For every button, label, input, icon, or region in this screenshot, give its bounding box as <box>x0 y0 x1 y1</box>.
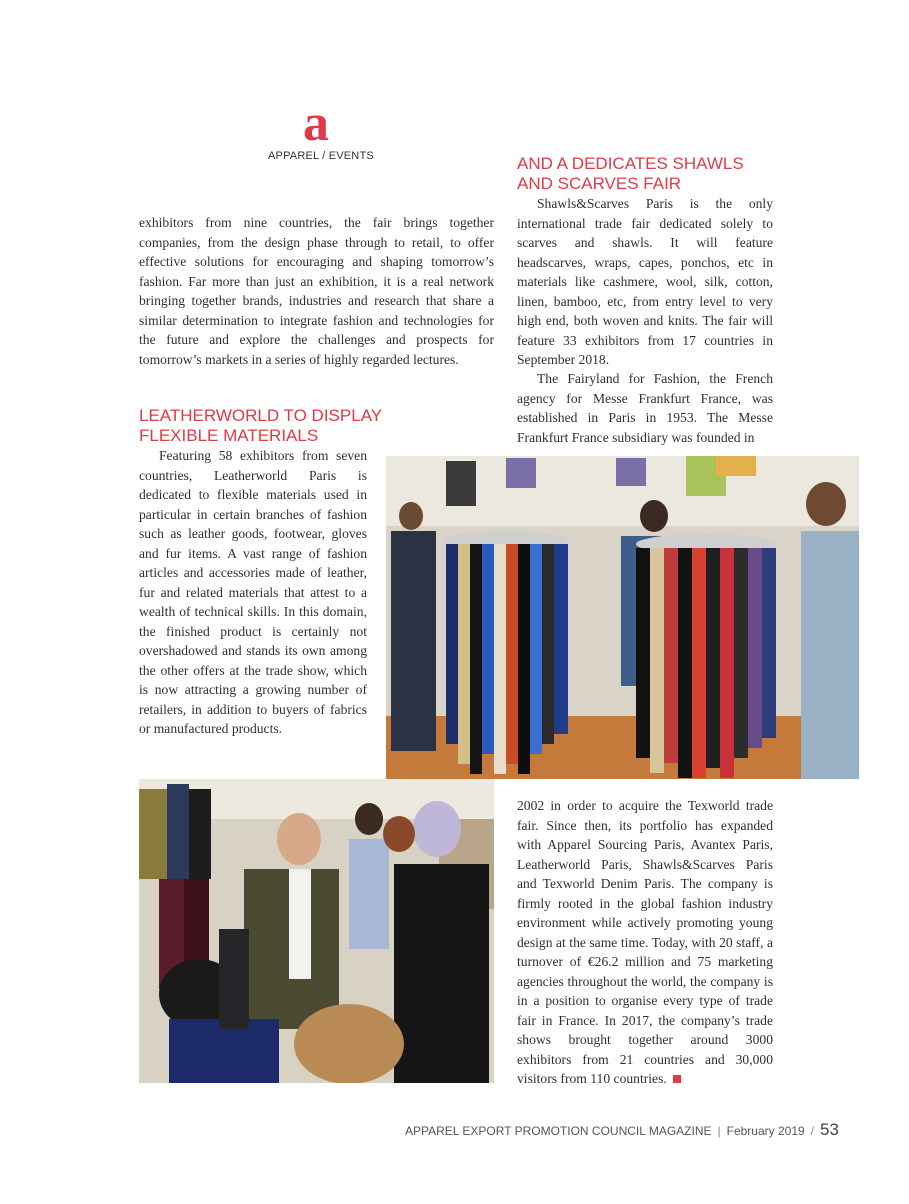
end-mark <box>673 1075 681 1083</box>
footer-date: February 2019 <box>726 1124 805 1138</box>
footer-slash: / <box>810 1124 815 1138</box>
page-footer <box>405 1120 839 1140</box>
continued-paragraph-text: 2002 in order to acquire the Texworld trade fair. Since then, its portfolio has expanded with Apparel Sourcing Paris, Avantex Paris, Leatherworld Paris, Shawls&Scarves Paris and Texworld Denim Paris. The company is firmly rooted in the global fashion industry environment while actively promoting young design at the same time. Today, with 20 staff, a turnover of €26.2 million and 75 marketing agencies throughout the world, the company is in a position to organise every type of trade fair in France. In 2017, the company’s trade shows brought together around 3000 exhibitors from 21 countries and 30,000 visitors from 110 countries. <box>517 798 773 1086</box>
shawls-paragraph: Shawls&Scarves Paris is the only international trade fair dedicated solely to scarves and shawls. It will feature headscarves, wraps, capes, ponchos, etc in materials like cashmere, wool, silk, cotton, linen, bamboo, etc, from entry level to very high end, both woven and knits. The fair will feature 33 exhibitors from 17 countries in September 2018. <box>517 196 773 367</box>
fairyland-paragraph: The Fairyland for Fashion, the French agency for Messe Frankfurt France, was established in Paris in 1953. The Messe Frankfurt France subsidiary was founded in <box>517 371 773 445</box>
scarves-display-photo <box>386 456 859 779</box>
leatherworld-heading: LEATHERWORLD TO DISPLAY FLEXIBLE MATERIALS <box>139 406 382 445</box>
visitors-booth-photo <box>139 779 494 1083</box>
footer-divider: | <box>717 1124 721 1138</box>
footer-magazine: APPAREL EXPORT PROMOTION COUNCIL MAGAZINE <box>405 1124 712 1138</box>
magazine-logo: a <box>303 95 329 152</box>
shawls-heading: AND A DEDICATES SHAWLS AND SCARVES FAIR <box>517 154 744 193</box>
intro-paragraph: exhibitors from nine countries, the fair brings together companies, from the design phase through to retail, to offer effective solutions for encouraging and shaping tomorrow’s fashion. Far more than just an exhibition, it is a real network bringing together brands, industries and research that share a similar determination to integrate fashion and technologies for the future and explore the challenges and prospects for tomorrow’s markets in a series of highly regarded lectures. <box>139 215 494 367</box>
section-tag: APPAREL / EVENTS <box>268 150 374 162</box>
leatherworld-paragraph: Featuring 58 exhibitors from seven countries, Leatherworld Paris is dedicated to flexible materials used in particular in certain branches of fashion such as leather goods, footwear, gloves and fur items. A vast range of fashion articles and accessories made of leather, fur and related materials that attest to a wealth of technical skills. In this domain, the finished product is certainly not overshadowed and stands its own among the other offers at the trade show, which is now attracting a growing number of retailers, in addition to buyers of fabrics or manufactured products. <box>139 448 367 736</box>
continued-paragraph <box>517 796 773 1089</box>
page-number: 53 <box>820 1120 839 1139</box>
